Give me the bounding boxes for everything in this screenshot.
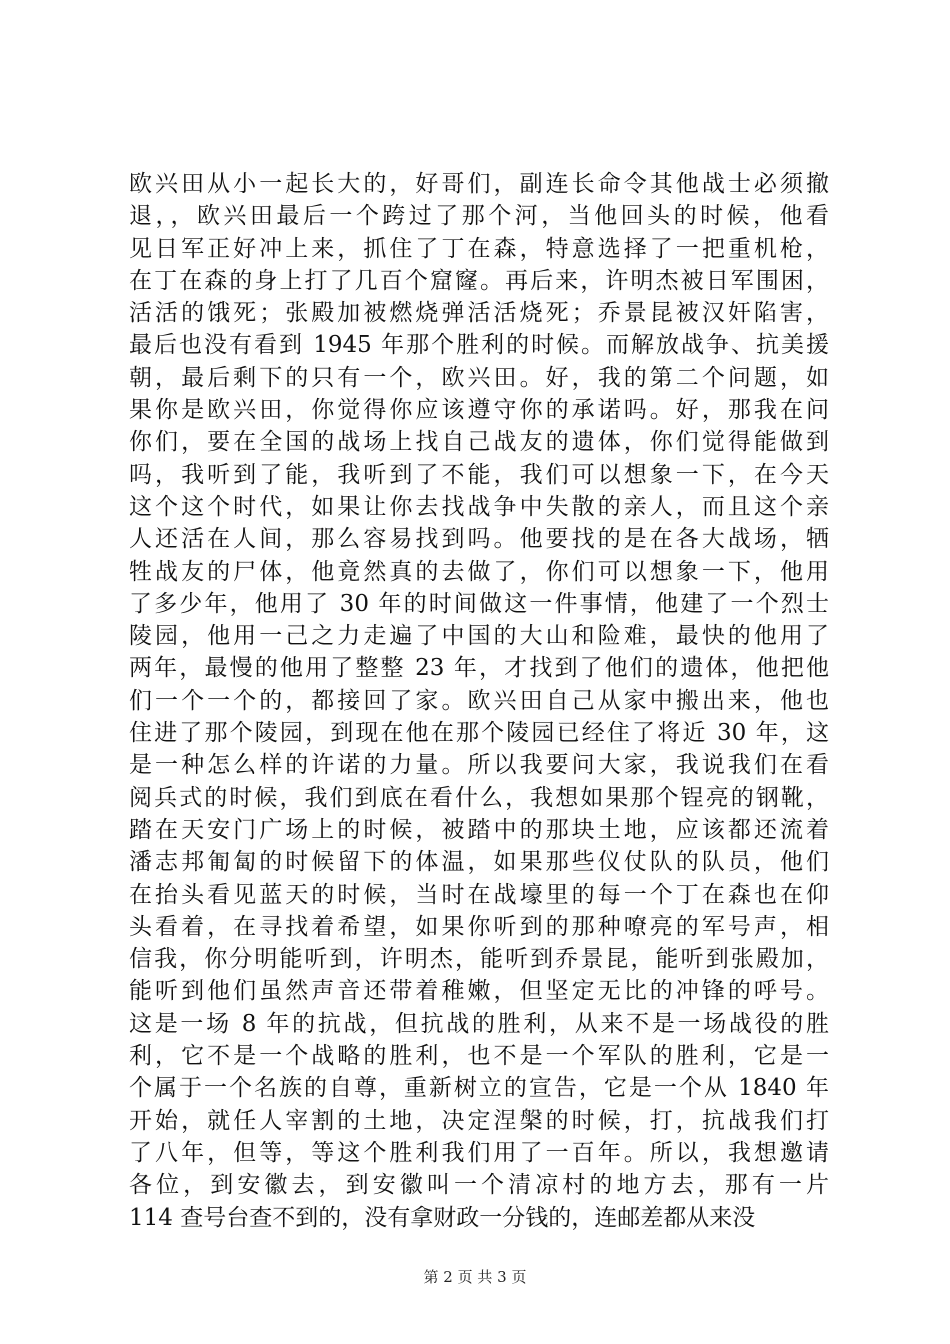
text-line: 见日军正好冲上来，抓住了丁在森，特意选择了一把重机枪， bbox=[129, 235, 829, 262]
text-line: 欧兴田从小一起长大的，好哥们，副连长命令其他战士必须撤 bbox=[129, 171, 829, 197]
text-line: 踏在天安门广场上的时候，被踏中的那块土地，应该都还流着 bbox=[129, 816, 829, 843]
text-line: 朝，最后剩下的只有一个，欧兴田。好，我的第二个问题，如 bbox=[129, 364, 829, 391]
text-line: 利，它不是一个战略的胜利，也不是一个军队的胜利，它是一 bbox=[129, 1043, 829, 1070]
text-line: 活活的饿死；张殿加被燃烧弹活活烧死；乔景昆被汉奸陷害， bbox=[129, 300, 829, 327]
text-line: 这个这个时代，如果让你去找战争中失散的亲人，而且这个亲 bbox=[129, 493, 829, 520]
text-line: 人还活在人间，那么容易找到吗。他要找的是在各大战场，牺 bbox=[129, 526, 829, 553]
text-line: 吗，我听到了能，我听到了不能，我们可以想象一下，在今天 bbox=[129, 461, 829, 488]
text-line: 住进了那个陵园，到现在他在那个陵园已经住了将近 30 年，这 bbox=[129, 720, 829, 747]
text-line: 在抬头看见蓝天的时候，当时在战壕里的每一个丁在森也在仰 bbox=[129, 881, 829, 908]
text-line: 最后也没有看到 1945 年那个胜利的时候。而解放战争、抗美援 bbox=[129, 332, 829, 359]
text-line: 这是一场 8 年的抗战，但抗战的胜利，从来不是一场战役的胜 bbox=[129, 1010, 829, 1037]
text-line: 退，，欧兴田最后一个跨过了那个河，当他回头的时候，他看 bbox=[129, 203, 829, 230]
text-line: 们一个一个的，都接回了家。欧兴田自己从家中搬出来，他也 bbox=[129, 687, 829, 714]
text-line: 两年，最慢的他用了整整 23 年，才找到了他们的遗体，他把他 bbox=[129, 655, 829, 682]
text-line: 果你是欧兴田，你觉得你应该遵守你的承诺吗。好，那我在问 bbox=[129, 397, 829, 424]
text-line: 陵园，他用一己之力走遍了中国的大山和险难，最快的他用了 bbox=[129, 623, 829, 650]
text-line: 了八年，但等，等这个胜利我们用了一百年。所以，我想邀请 bbox=[129, 1139, 829, 1166]
page-footer: 第 2 页 共 3 页 bbox=[423, 1268, 527, 1286]
text-line: 信我，你分明能听到，许明杰，能听到乔景昆，能听到张殿加， bbox=[129, 946, 829, 973]
text-line: 各位，到安徽去，到安徽叫一个清凉村的地方去，那有一片 bbox=[129, 1172, 829, 1199]
text-line: 个属于一个名族的自尊，重新树立的宣告，它是一个从 1840 年 bbox=[129, 1075, 829, 1102]
text-line: 牲战友的尸体，他竟然真的去做了，你们可以想象一下，他用 bbox=[129, 558, 829, 585]
text-line: 阅兵式的时候，我们到底在看什么，我想如果那个锃亮的钢靴， bbox=[129, 784, 829, 811]
text-line: 了多少年，他用了 30 年的时间做这一件事情，他建了一个烈士 bbox=[129, 590, 829, 617]
text-line: 你们，要在全国的战场上找自己战友的遗体，你们觉得能做到 bbox=[129, 429, 829, 456]
text-line: 114 查号台查不到的，没有拿财政一分钱的，连邮差都从来没 bbox=[129, 1204, 756, 1231]
text-line: 开始，就任人宰割的土地，决定涅槃的时候，打，抗战我们打 bbox=[129, 1107, 829, 1134]
text-line: 在丁在森的身上打了几百个窟窿。再后来，许明杰被日军围困， bbox=[129, 267, 829, 294]
body-text bbox=[129, 168, 829, 1234]
text-line: 潘志邦匍匐的时候留下的体温，如果那些仪仗队的队员，他们 bbox=[129, 849, 829, 876]
text-line: 是一种怎么样的许诺的力量。所以我要问大家，我说我们在看 bbox=[129, 752, 829, 779]
text-line: 能听到他们虽然声音还带着稚嫩，但坚定无比的冲锋的呼号。 bbox=[129, 978, 829, 1005]
text-line: 头看着，在寻找着希望，如果你听到的那种嘹亮的军号声，相 bbox=[129, 913, 829, 940]
